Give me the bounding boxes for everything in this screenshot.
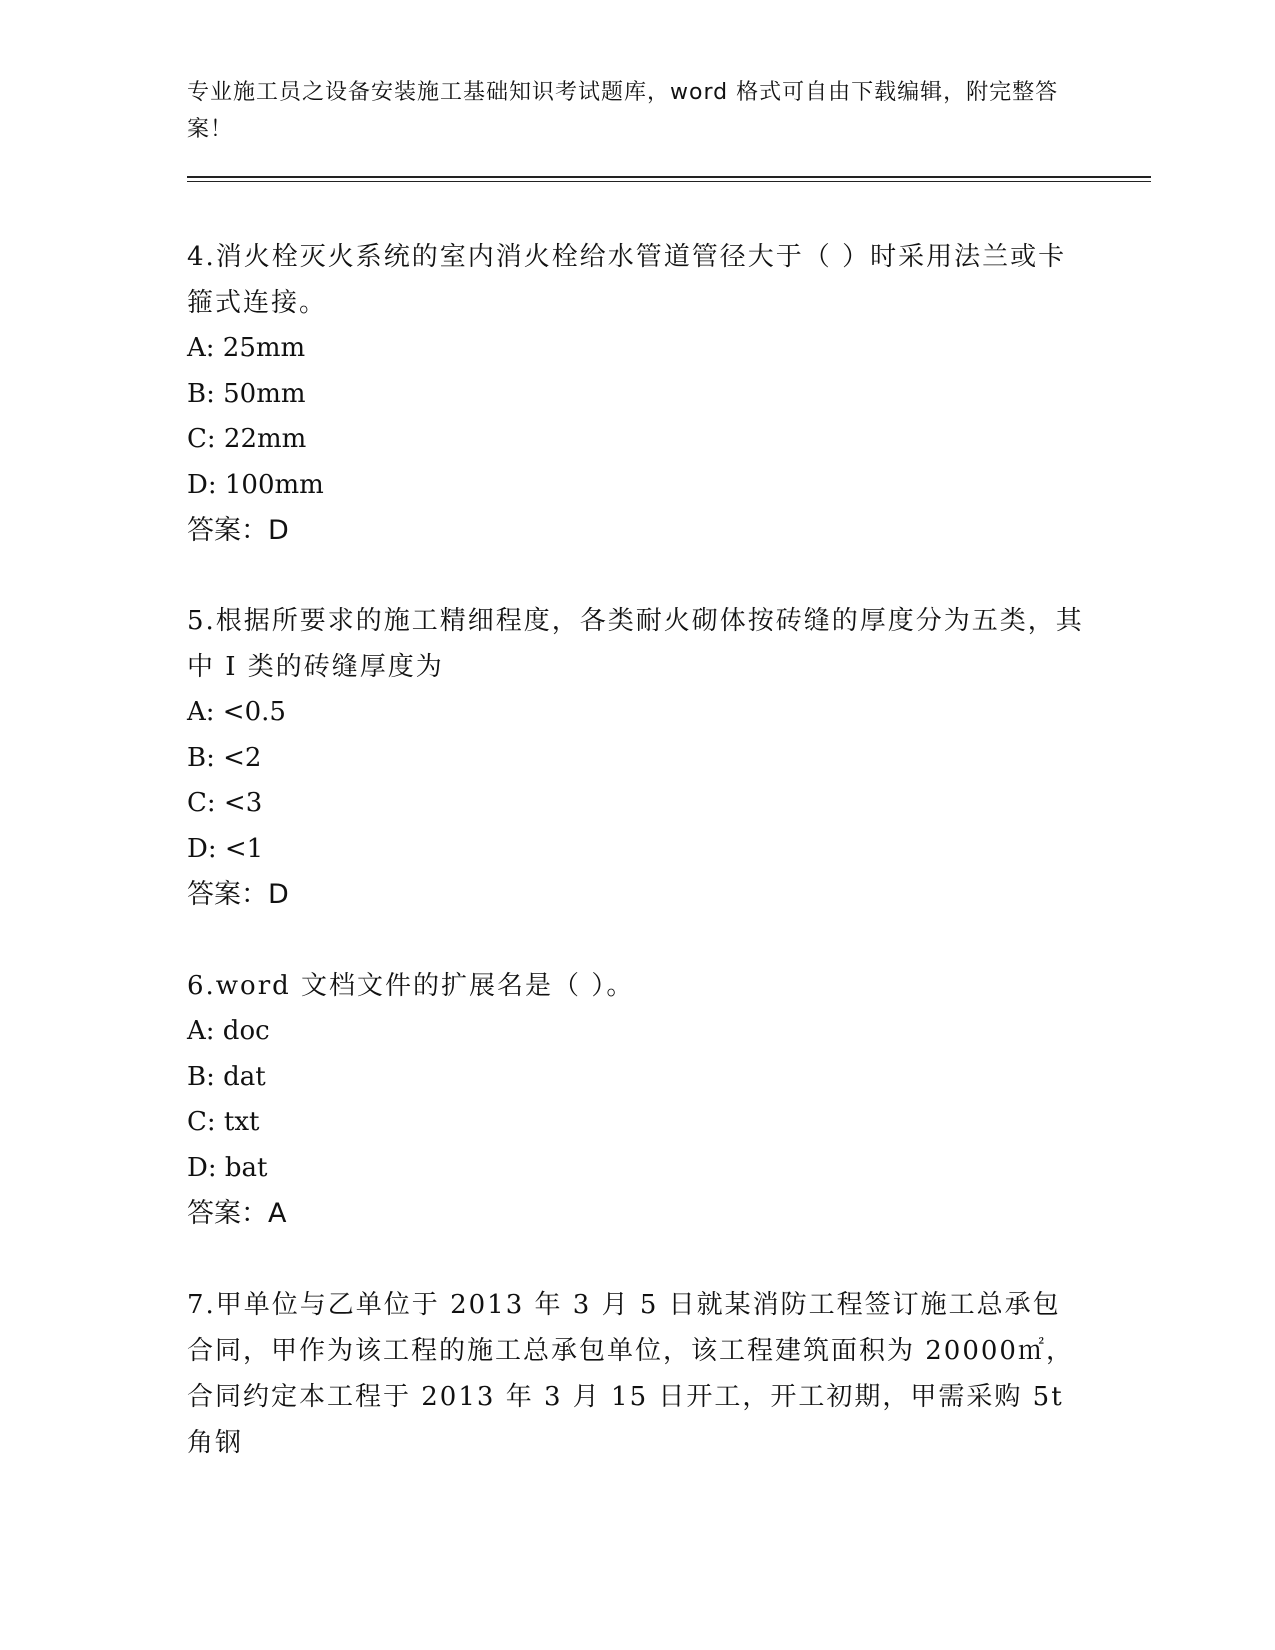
option-a: A: <0.5 (187, 697, 286, 727)
question-7 (187, 1282, 1087, 1466)
question-stem: 5.根据所要求的施工精细程度，各类耐火砌体按砖缝的厚度分为五类，其中 I 类的砖缝厚度为 (187, 606, 1084, 682)
option-d: D: 100mm (187, 469, 324, 500)
answer: 答案：D (187, 879, 289, 910)
question-stem: 7.甲单位与乙单位于 2013 年 3 月 5 日就某消防工程签订施工总承包合同，甲作为该工程的施工总承包单位，该工程建筑面积为 20000㎡，合同约定本工程于 2013 年 3 月 15 日开工，开工初期，甲需采购 5t 角钢 (187, 1290, 1074, 1458)
option-d: D: <1 (187, 833, 264, 864)
question-stem: 6.word 文档文件的扩展名是（ ）。 (187, 971, 635, 1001)
option-c: C: <3 (187, 788, 263, 818)
option-c: C: txt (187, 1107, 260, 1137)
option-a: A: doc (187, 1016, 270, 1046)
answer: 答案：D (187, 515, 289, 546)
header-divider-thin (187, 181, 1151, 182)
option-d: D: bat (187, 1152, 268, 1183)
option-b: B: 50mm (187, 378, 306, 409)
document-header: 专业施工员之设备安装施工基础知识考试题库，word 格式可自由下载编辑，附完整答案！ (187, 80, 1059, 142)
question-stem: 4.消火栓灭火系统的室内消火栓给水管道管径大于（ ）时采用法兰或卡箍式连接。 (187, 242, 1067, 318)
header-divider-thick (187, 176, 1151, 178)
question-4 (187, 234, 1087, 554)
question-5 (187, 598, 1087, 918)
question-6 (187, 963, 1087, 1237)
option-a: A: 25mm (187, 333, 306, 363)
option-c: C: 22mm (187, 424, 307, 454)
answer: 答案：A (187, 1198, 287, 1229)
option-b: B: <2 (187, 742, 262, 773)
option-b: B: dat (187, 1061, 266, 1092)
